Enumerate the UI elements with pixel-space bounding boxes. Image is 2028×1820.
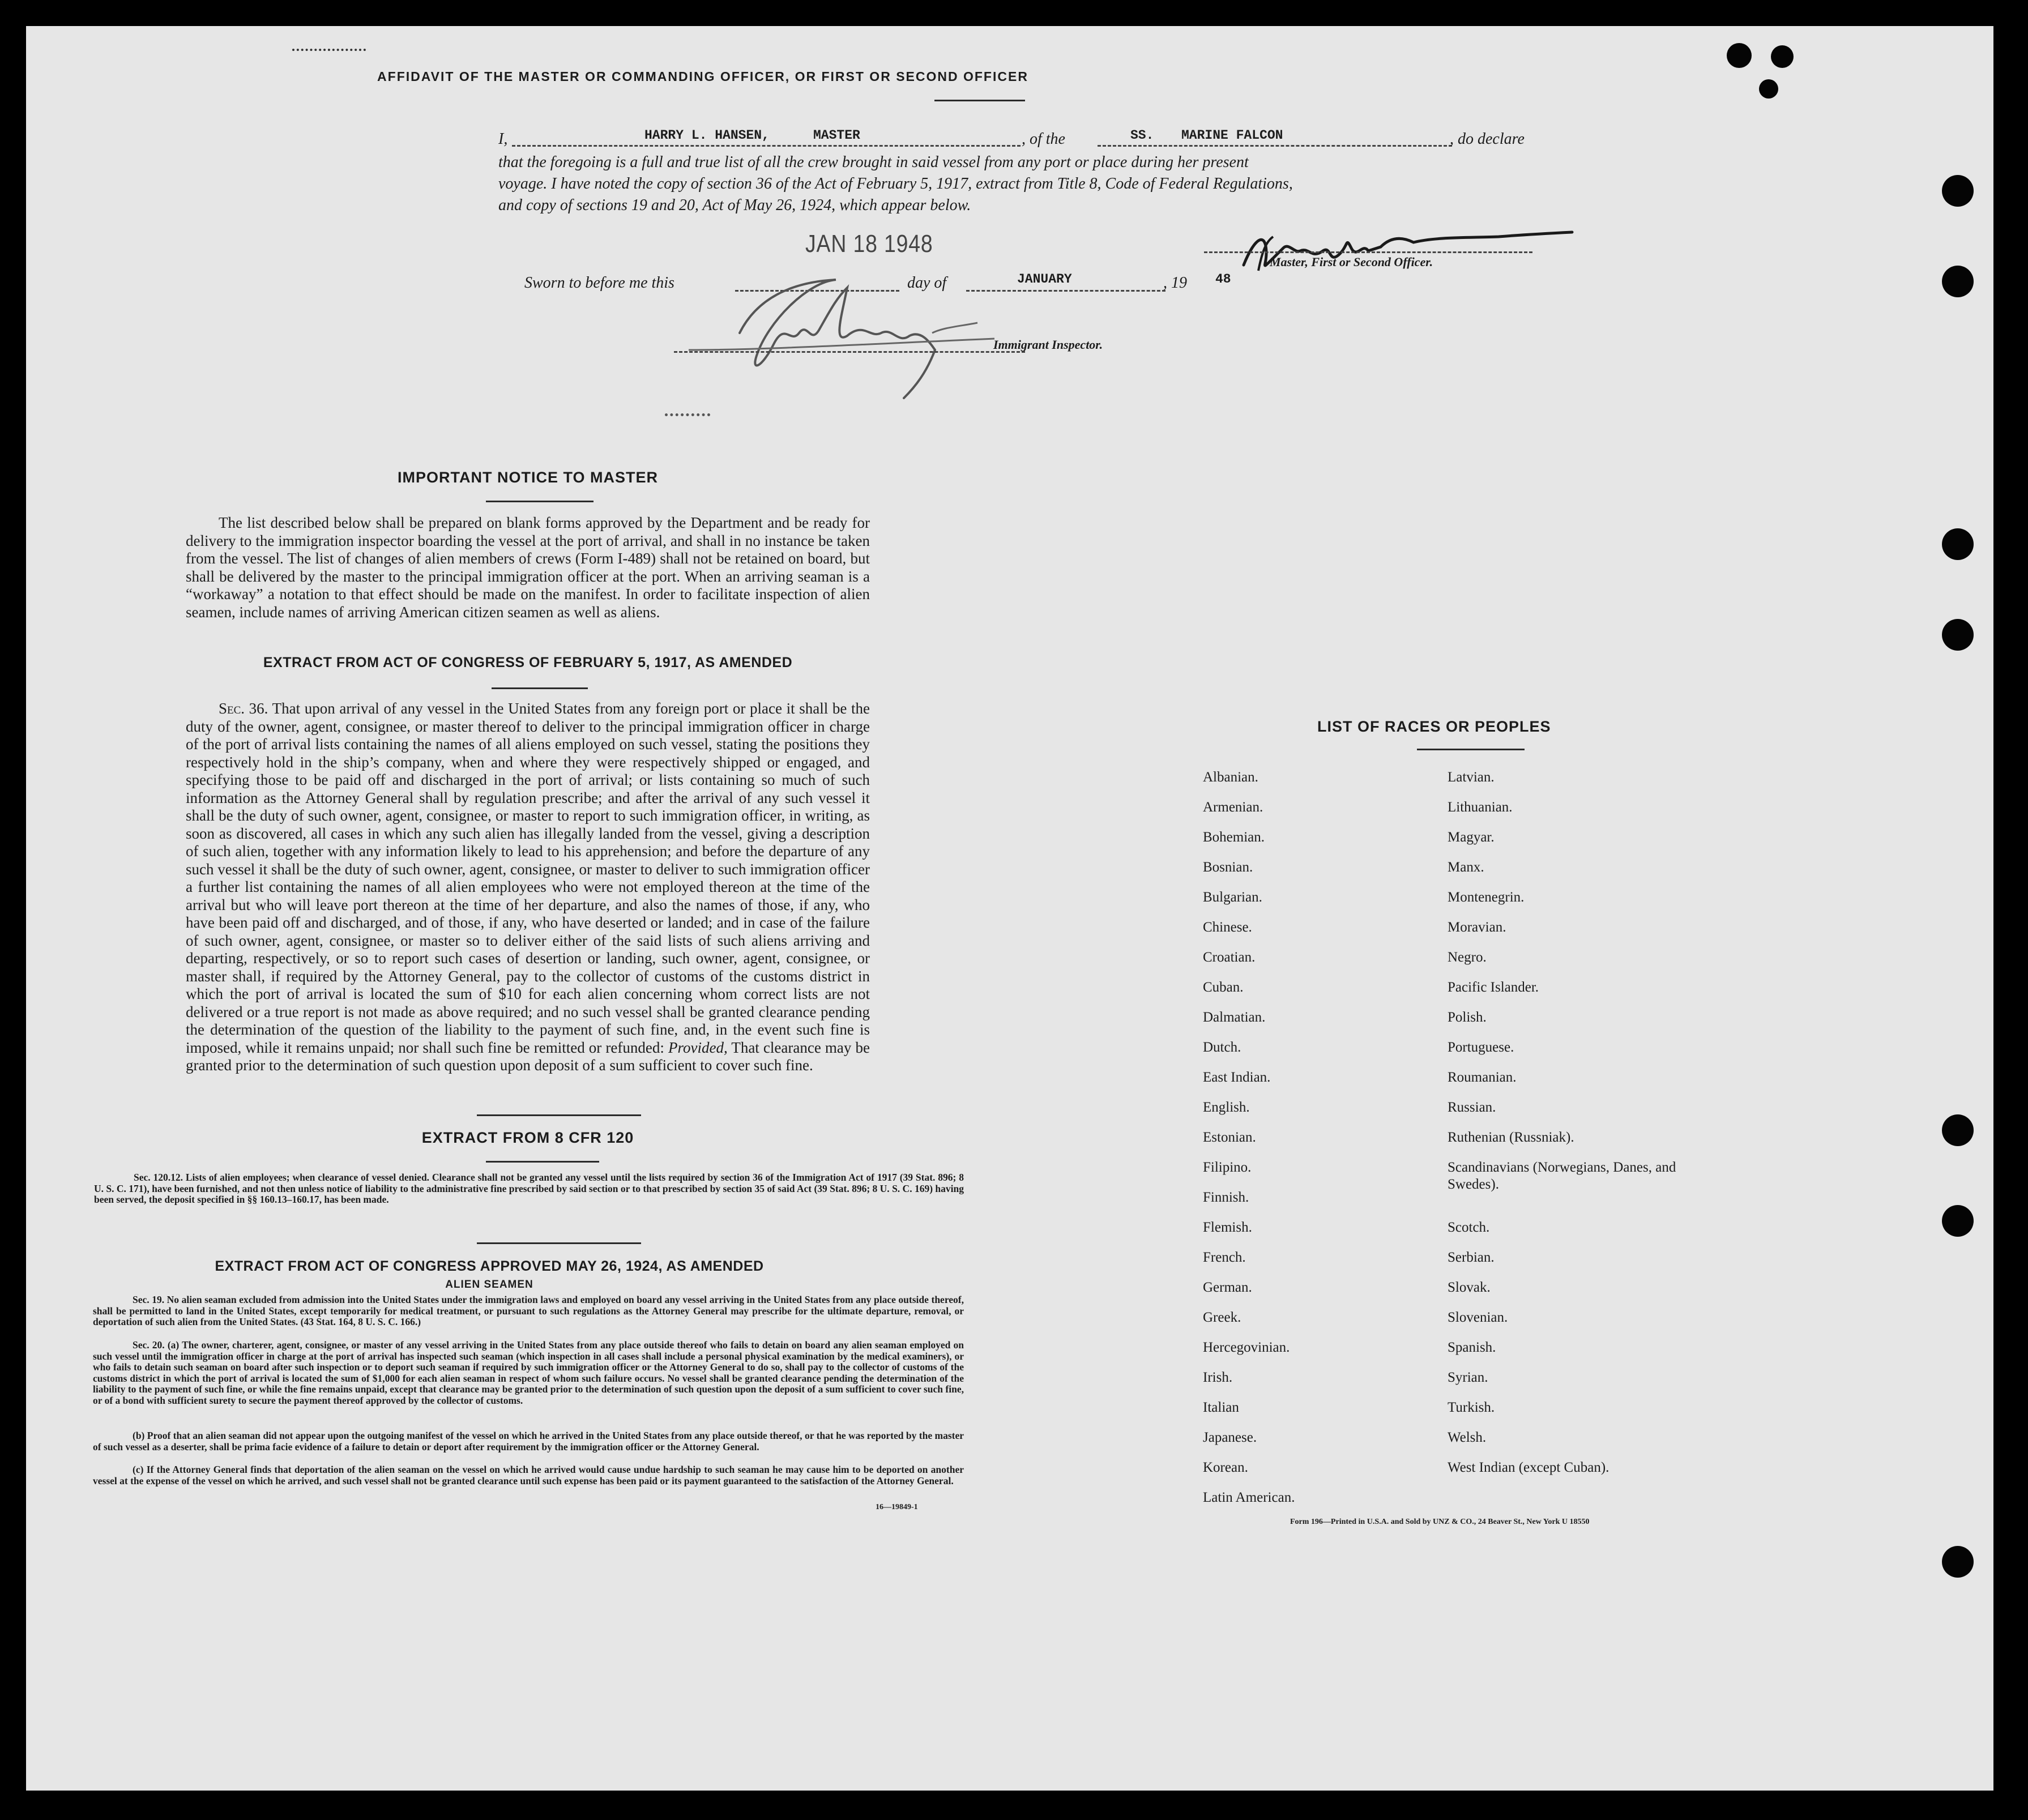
- section-divider: [477, 1242, 641, 1244]
- affidavit-title: AFFIDAVIT OF THE MASTER OR COMMANDING OFFICER, OR FIRST OR SECOND OFFICER: [377, 69, 1028, 84]
- officer-signature-line: [1204, 251, 1532, 253]
- section-20c-text: (c) If the Attorney General finds that deportation of the alien seaman on the vessel on which he arrived would cause undue hardship to such seaman he may cause him to be deported on another vessel at the expense of the vessel on which he arrived, and such vessel shall not be granted clearance until such expense has been paid or its payment guaranteed to the satisfaction of the Attorney General.: [93, 1464, 964, 1486]
- title-divider: [934, 100, 1025, 101]
- race-item: Pacific Islander.: [1448, 980, 1539, 995]
- vessel-line: [1098, 145, 1452, 147]
- race-item: Scandinavians (Norwegians, Danes, and Swedes).: [1448, 1160, 1676, 1192]
- race-item: Hercegovinian.: [1203, 1340, 1290, 1355]
- do-declare-text: , do declare: [1450, 130, 1525, 148]
- affidavit-body-line-2: voyage. I have noted the copy of section 36 of the Act of February 5, 1917, extract from Title 8, Code of Federal Regulations,: [498, 175, 1293, 193]
- notice-text: The list described below shall be prepared on blank forms approved by the Department and be ready for delivery to the immigration inspector boarding the vessel at the port of arrival, and shall in no instance be taken from the vessel. The list of changes of alien members of crews (Form I-489) shall not be retained on board, but shall be delivered by the master to the principal immigration officer at the port. When an arriving seaman is a “workaway” a notation to that effect should be made on the manifest. In order to facilitate inspection of alien seamen, include names of arriving American citizen seamen as well as aliens.: [186, 514, 870, 621]
- races-left-column: [1203, 762, 1441, 1513]
- affidavit-body-line-3: and copy of sections 19 and 20, Act of May 26, 1924, which appear below.: [498, 196, 971, 214]
- form-code: 16—19849-1: [876, 1503, 918, 1511]
- race-item: Finnish.: [1203, 1190, 1249, 1205]
- punch-hole-icon: [1942, 528, 1974, 560]
- race-item: Croatian.: [1203, 950, 1256, 965]
- race-item: Korean.: [1203, 1460, 1248, 1475]
- race-item: Armenian.: [1203, 800, 1263, 815]
- race-item: English.: [1203, 1100, 1250, 1115]
- corner-marks: [292, 49, 366, 54]
- section-20a-text: Sec. 20. (a) The owner, charterer, agent, consignee, or master of any vessel arriving in the United States from any place outside thereof who fails to detain on board any alien seaman employed on such vessel until the immigration officer in charge at the port of arrival has inspected such seaman (which inspection in all cases shall include a personal physical examination by the medical examiners), or who fails to detain such seaman on board after such inspection or to deport such seaman if required by such immigration officer or the Attorney General to do so, shall pay to the collector of customs of the customs district in which the port of arrival is located the sum of $1,000 for each alien seaman in respect of whom such failure occurs. No vessel shall be granted clearance pending the determination of the liability to the payment of such fine, or while the fine remains unpaid, except that clearance may be granted prior to the determination of such question upon the deposit of a sum sufficient to cover such fine, or of a bond with sufficient surety to secure the payment thereof approved by the collector of customs.: [93, 1339, 964, 1406]
- cfr-divider: [486, 1161, 599, 1163]
- race-item: Manx.: [1448, 860, 1484, 875]
- race-item: Albanian.: [1203, 770, 1258, 785]
- race-item: Welsh.: [1448, 1430, 1487, 1445]
- margin-dots: [665, 413, 710, 416]
- race-item: Turkish.: [1448, 1400, 1495, 1415]
- race-item: Negro.: [1448, 950, 1487, 965]
- race-item: Moravian.: [1448, 920, 1506, 935]
- race-item: Estonian.: [1203, 1130, 1256, 1145]
- year-prefix: , 19: [1163, 274, 1187, 292]
- race-item: East Indian.: [1203, 1070, 1271, 1085]
- race-item: Dalmatian.: [1203, 1010, 1266, 1025]
- race-item: Dutch.: [1203, 1040, 1241, 1055]
- race-item: Lithuanian.: [1448, 800, 1513, 815]
- document-page: [26, 26, 1993, 1791]
- cfr-extract-title: EXTRACT FROM 8 CFR 120: [421, 1129, 634, 1146]
- race-item: Polish.: [1448, 1010, 1487, 1025]
- extract-1917-divider: [492, 687, 588, 689]
- race-item: Montenegrin.: [1448, 890, 1525, 905]
- cfr-120-12-text: Sec. 120.12. Lists of alien employees; when clearance of vessel denied. Clearance shall not be granted any vessel until the lists required by section 36 of the Immigration Act of 1917 (39 Stat. 896; 8 U. S. C. 171), have been furnished, and not then unless notice of liability to the administrative fine prescribed by said section or to that prescribed by section 35 of said Act (39 Stat. 896; 8 U. S. C. 169) having been served, the deposit specified in §§ 160.13–160.17, has been made.: [94, 1172, 964, 1206]
- extract-1917-title: EXTRACT FROM ACT OF CONGRESS OF FEBRUARY 5, 1917, AS AMENDED: [263, 655, 793, 670]
- race-item: Roumanian.: [1448, 1070, 1517, 1085]
- affidavit-body-line-1: that the foregoing is a full and true list of all the crew brought in said vessel from any port or place during her present: [498, 153, 1249, 171]
- race-item: Greek.: [1203, 1310, 1241, 1325]
- section-20b-text: (b) Proof that an alien seaman did not appear upon the outgoing manifest of the vessel on which he arrived in the United States from any place outside thereof, or that he was reported by the master of such vessel as a deserter, shall be prima facie evidence of a failure to detain or deport after requirement by the immigration officer or the Attorney General.: [93, 1430, 964, 1452]
- inspector-signature: [677, 259, 1074, 407]
- races-divider: [1417, 749, 1525, 750]
- race-item: French.: [1203, 1250, 1246, 1265]
- race-item: Russian.: [1448, 1100, 1496, 1115]
- races-title: LIST OF RACES OR PEOPLES: [1317, 718, 1551, 735]
- section-36-text: Sec. 36. That upon arrival of any vessel in the United States from any foreign port or place it shall be the duty of the owner, agent, consignee, or master thereof to deliver to the principal immigration officer in charge of the port of arrival lists containing the names of all aliens employed on such vessel, stating the positions they respectively hold in the ship’s company, when and where they were respectively shipped or engaged, and specifying those to be paid off and discharged in the port of arrival; or lists containing so much of such information as the Attorney General shall by regulation prescribe; and after the arrival of any such vessel it shall be the duty of such owner, agent, consignee, or master to report to such immigration officer, in writing, as soon as discovered, all cases in which any such alien has illegally landed from the vessel, giving a description of such alien, together with any information likely to lead to his apprehension; and before the departure of any such vessel it shall be the duty of such owner, agent, consignee, or master to deliver to such immigration officer a further list containing the names of all alien employees who were not employed thereon at the time of the arrival but who will leave port thereon at the time of her departure, and also the names of those, if any, who have been paid off and discharged, and of those, if any, who have deserted or landed; and in case of the failure of such owner, agent, consignee, or master so to deliver either of the said lists of such aliens arriving and departing, respectively, or so to report such cases of desertion or landing, such owner, agent, consignee, or master shall, if required by the Attorney General, pay to the collector of customs of the customs district in which the port of arrival is located the sum of $10 for each alien concerning whom correct lists are not delivered or a true report is not made as above required; and no such vessel shall be granted clearance pending the determination of the question of the liability to the payment of such fine, and, in the event such fine is imposed, while it remains unpaid; nor shall such fine be remitted or refunded: Provided, That clearance may be granted prior to the determination of such question upon deposit of a sum sufficient to cover such fine.: [186, 700, 870, 1074]
- race-item: German.: [1203, 1280, 1252, 1295]
- punch-hole-icon: [1942, 1114, 1974, 1146]
- race-item: Slovenian.: [1448, 1310, 1508, 1325]
- race-item: Scotch.: [1448, 1220, 1490, 1235]
- punch-hole-icon: [1942, 175, 1974, 207]
- race-item: Flemish.: [1203, 1220, 1252, 1235]
- punch-hole-icon: [1727, 43, 1752, 68]
- master-signature: [1232, 220, 1583, 282]
- races-right-column: [1448, 762, 1697, 1483]
- race-item: Cuban.: [1203, 980, 1244, 995]
- section-divider: [477, 1114, 641, 1116]
- inspector-label: Immigrant Inspector.: [993, 337, 1103, 352]
- punch-hole-icon: [1759, 79, 1778, 99]
- race-item: Filipino.: [1203, 1160, 1252, 1175]
- master-name: HARRY L. HANSEN,: [644, 128, 770, 143]
- punch-hole-icon: [1942, 619, 1974, 651]
- date-stamp: JAN 18 1948: [805, 230, 933, 258]
- day-of-text: day of: [907, 274, 947, 292]
- punch-hole-icon: [1771, 45, 1794, 68]
- printer-imprint: Form 196—Printed in U.S.A. and Sold by UNZ & CO., 24 Beaver St., New York U 18550: [1290, 1518, 1590, 1526]
- race-item: Bohemian.: [1203, 830, 1265, 845]
- sworn-month: JANUARY: [1017, 272, 1072, 287]
- notice-title: IMPORTANT NOTICE TO MASTER: [398, 469, 658, 486]
- extract-1924-title: EXTRACT FROM ACT OF CONGRESS APPROVED MAY 26, 1924, AS AMENDED: [215, 1258, 764, 1274]
- punch-hole-icon: [1942, 1205, 1974, 1237]
- punch-hole-icon: [1942, 266, 1974, 297]
- declare-pronoun: I,: [498, 130, 508, 148]
- race-item: Serbian.: [1448, 1250, 1495, 1265]
- notice-divider: [486, 501, 594, 502]
- race-item: Spanish.: [1448, 1340, 1496, 1355]
- inspector-signature-line: [674, 351, 1025, 353]
- race-item: Bosnian.: [1203, 860, 1253, 875]
- vessel-prefix: SS.: [1130, 128, 1154, 143]
- race-item: Latin American.: [1203, 1490, 1295, 1505]
- race-item: Syrian.: [1448, 1370, 1488, 1385]
- race-item: Ruthenian (Russniak).: [1448, 1130, 1574, 1145]
- master-rank: MASTER: [813, 128, 860, 143]
- master-name-line: [512, 145, 1021, 147]
- officer-label: Master, First or Second Officer.: [1270, 255, 1433, 269]
- punch-hole-icon: [1942, 1546, 1974, 1578]
- race-item: Italian: [1203, 1400, 1239, 1415]
- race-item: Magyar.: [1448, 830, 1495, 845]
- race-item: Latvian.: [1448, 770, 1495, 785]
- race-item: Slovak.: [1448, 1280, 1491, 1295]
- race-item: Irish.: [1203, 1370, 1233, 1385]
- race-item: Japanese.: [1203, 1430, 1257, 1445]
- of-the-text: , of the: [1022, 130, 1065, 148]
- alien-seamen-subtitle: ALIEN SEAMEN: [445, 1279, 533, 1291]
- race-item: West Indian (except Cuban).: [1448, 1460, 1609, 1475]
- section-19-text: Sec. 19. No alien seaman excluded from admission into the United States under the immigration laws and employed on board any vessel arriving in the United States from any place outside thereof, shall be permitted to land in the United States, except temporarily for medical treatment, or pursuant to such regulations as the Attorney General may prescribe for the ultimate departure, removal, or deportation of such alien from the United States. (43 Stat. 164, 8 U. S. C. 166.): [93, 1294, 964, 1328]
- vessel-name: MARINE FALCON: [1181, 128, 1283, 143]
- race-item: Chinese.: [1203, 920, 1252, 935]
- race-item: Portuguese.: [1448, 1040, 1514, 1055]
- sworn-text: Sworn to before me this: [524, 274, 674, 292]
- race-item: Bulgarian.: [1203, 890, 1262, 905]
- sworn-year: 48: [1215, 272, 1231, 287]
